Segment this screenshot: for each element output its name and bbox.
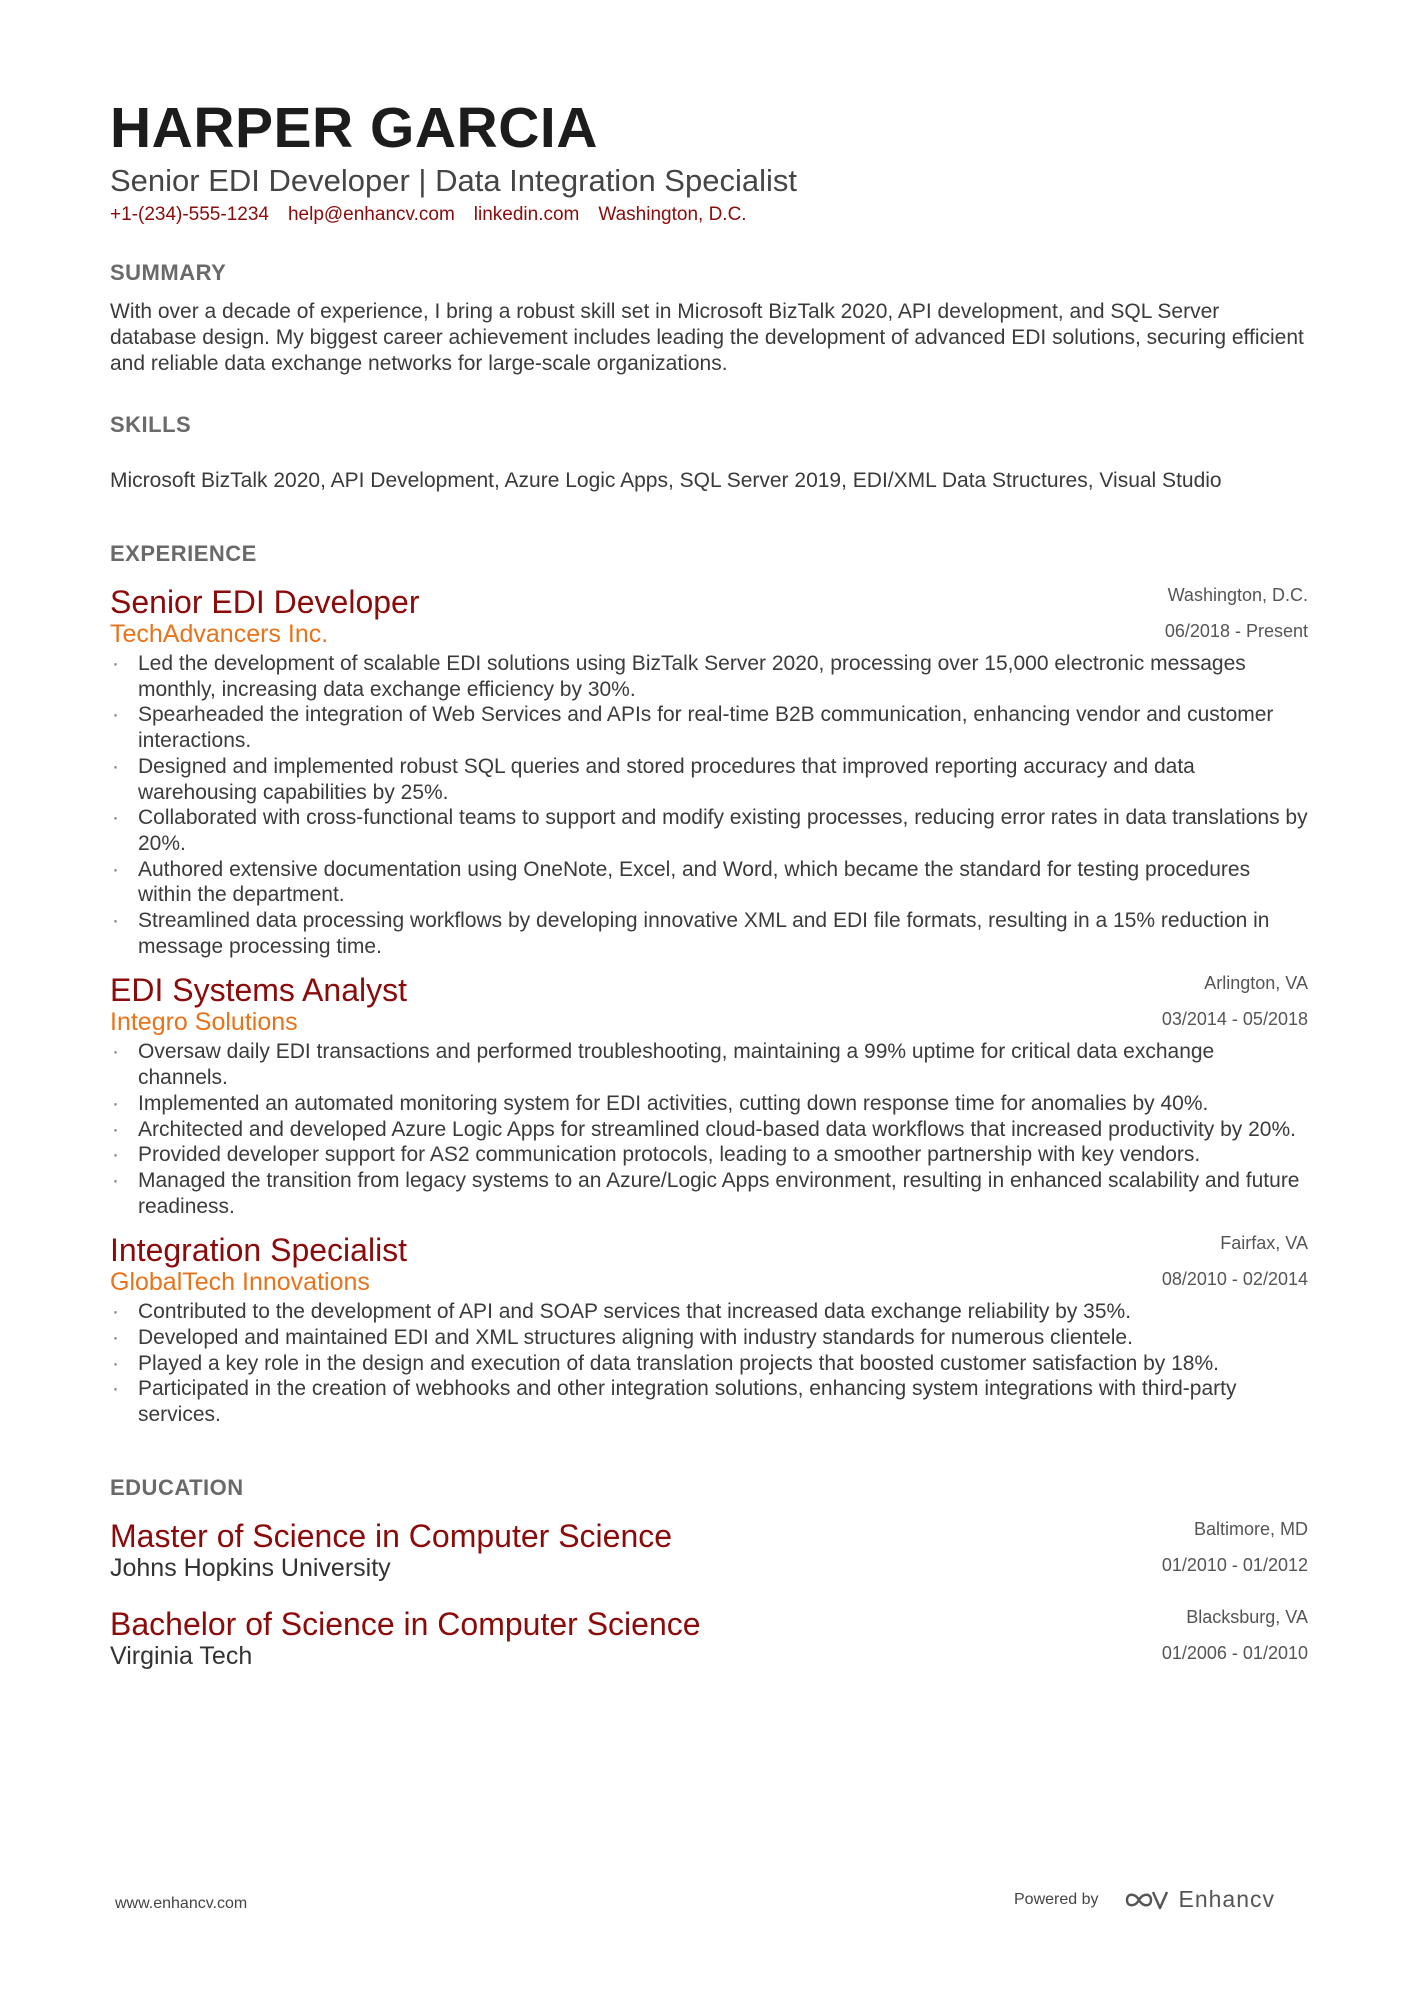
bullet-item: · Participated in the creation of webhooks and other integration solutions, enhancing system integrations with third-party services. xyxy=(110,1376,1308,1427)
job-bullets xyxy=(110,1039,1308,1219)
job-company: GlobalTech Innovations xyxy=(110,1268,370,1297)
bullet-item: · Led the development of scalable EDI solutions using BizTalk Server 2020, processing over 15,000 electronic messages monthly, increasing data exchange efficiency by 30%. xyxy=(110,651,1308,702)
job-location: Washington, D.C. xyxy=(1167,585,1308,605)
school-name: Johns Hopkins University xyxy=(110,1553,391,1582)
education-entry xyxy=(110,1517,1308,1583)
candidate-name: HARPER GARCIA xyxy=(110,96,598,160)
bullet-item: · Spearheaded the integration of Web Services and APIs for real-time B2B communication, enhancing vendor and customer interactions. xyxy=(110,702,1308,753)
school-location: Baltimore, MD xyxy=(1193,1518,1308,1539)
bullet-item: · Provided developer support for AS2 communication protocols, leading to a smoother partnership with key vendors. xyxy=(110,1142,1308,1168)
experience-heading: EXPERIENCE xyxy=(110,541,257,566)
education-entry xyxy=(110,1605,1308,1671)
education-meta xyxy=(1162,1605,1308,1666)
enhancv-logo-icon xyxy=(1123,1888,1169,1912)
education-heading: EDUCATION xyxy=(110,1474,244,1500)
school-location: Blacksburg, VA xyxy=(1186,1606,1308,1627)
bullet-item: · Designed and implemented robust SQL queries and stored procedures that improved reporting accuracy and data warehousing capabilities by 25%. xyxy=(110,754,1308,805)
email-link[interactable]: help@enhancv.com xyxy=(287,204,455,225)
bullet-item: · Streamlined data processing workflows by developing innovative XML and EDI file formats, resulting in a 15% reduction in message processing time. xyxy=(110,908,1308,959)
phone-link[interactable]: +1-(234)-555-1234 xyxy=(110,204,269,225)
location-text: Washington, D.C. xyxy=(598,204,747,225)
powered-by-label: Powered by xyxy=(1014,1890,1099,1908)
job-meta xyxy=(1165,583,1308,644)
job-meta xyxy=(1162,1231,1308,1292)
job-location: Arlington, VA xyxy=(1204,973,1308,994)
bullet-item: · Authored extensive documentation using OneNote, Excel, and Word, which became the standard for testing procedures within the department. xyxy=(110,857,1308,908)
enhancv-brand-text: Enhancv xyxy=(1178,1886,1276,1912)
footer-website-link[interactable]: www.enhancv.com xyxy=(115,1895,248,1912)
bullet-item: · Developed and maintained EDI and XML structures aligning with industry standards for numerous clientele. xyxy=(110,1325,1308,1351)
school-name: Virginia Tech xyxy=(110,1641,253,1670)
bullet-item: · Played a key role in the design and execution of data translation projects that boosted customer satisfaction by 18%. xyxy=(110,1351,1308,1377)
job-role: Senior EDI Developer xyxy=(110,584,420,620)
enhancv-brand-link[interactable] xyxy=(1123,1886,1276,1913)
job-bullets xyxy=(110,651,1308,959)
experience-entry xyxy=(110,1231,1308,1428)
linkedin-link[interactable]: linkedin.com xyxy=(473,204,580,225)
education-meta xyxy=(1162,1517,1308,1578)
bullet-item: · Managed the transition from legacy systems to an Azure/Logic Apps environment, resulting in enhanced scalability and future readiness. xyxy=(110,1168,1308,1219)
job-company: TechAdvancers Inc. xyxy=(110,620,329,648)
school-dates: 01/2006 - 01/2010 xyxy=(1161,1642,1308,1663)
job-dates: 03/2014 - 05/2018 xyxy=(1161,1009,1308,1030)
experience-entry xyxy=(110,971,1308,1219)
degree-title: Bachelor of Science in Computer Science xyxy=(110,1605,701,1642)
contact-row xyxy=(110,202,1308,228)
school-dates: 01/2010 - 01/2012 xyxy=(1161,1554,1308,1575)
bullet-item: · Collaborated with cross-functional teams to support and modify existing processes, reducing error rates in data translations by 20%. xyxy=(110,805,1308,856)
job-role: Integration Specialist xyxy=(110,1232,408,1269)
bullet-item: · Oversaw daily EDI transactions and performed troubleshooting, maintaining a 99% uptime for critical data exchange channels. xyxy=(110,1039,1308,1090)
candidate-title: Senior EDI Developer | Data Integration Specialist xyxy=(110,163,797,198)
experience-entry xyxy=(110,583,1308,959)
summary-heading: SUMMARY xyxy=(110,260,227,285)
skills-text: Microsoft BizTalk 2020, API Development, Azure Logic Apps, SQL Server 2019, EDI/XML Data Structures, Visual Studio xyxy=(110,469,1222,492)
bullet-item: · Implemented an automated monitoring system for EDI activities, cutting down response time for anomalies by 40%. xyxy=(110,1091,1308,1117)
job-location: Fairfax, VA xyxy=(1220,1233,1308,1254)
summary-text: With over a decade of experience, I bring a robust skill set in Microsoft BizTalk 2020, API development, and SQL Server database design. My biggest career achievement includes leading the development of advanced EDI solutions, securing efficient and reliable data exchange networks for large-scale organizations. xyxy=(110,300,1304,375)
bullet-item: · Architected and developed Azure Logic Apps for streamlined cloud-based data workflows that increased productivity by 20%. xyxy=(110,1117,1308,1143)
job-dates: 06/2018 - Present xyxy=(1164,621,1308,641)
job-bullets xyxy=(110,1299,1308,1428)
degree-title: Master of Science in Computer Science xyxy=(110,1517,673,1554)
bullet-item: · Contributed to the development of API and SOAP services that increased data exchange reliability by 35%. xyxy=(110,1299,1308,1325)
job-dates: 08/2010 - 02/2014 xyxy=(1161,1269,1308,1290)
resume-page xyxy=(110,95,1308,1671)
job-role: EDI Systems Analyst xyxy=(110,972,407,1009)
job-meta xyxy=(1162,971,1308,1032)
job-company: Integro Solutions xyxy=(110,1008,298,1037)
skills-heading: SKILLS xyxy=(110,412,192,437)
footer-branding xyxy=(1014,1886,1275,1913)
